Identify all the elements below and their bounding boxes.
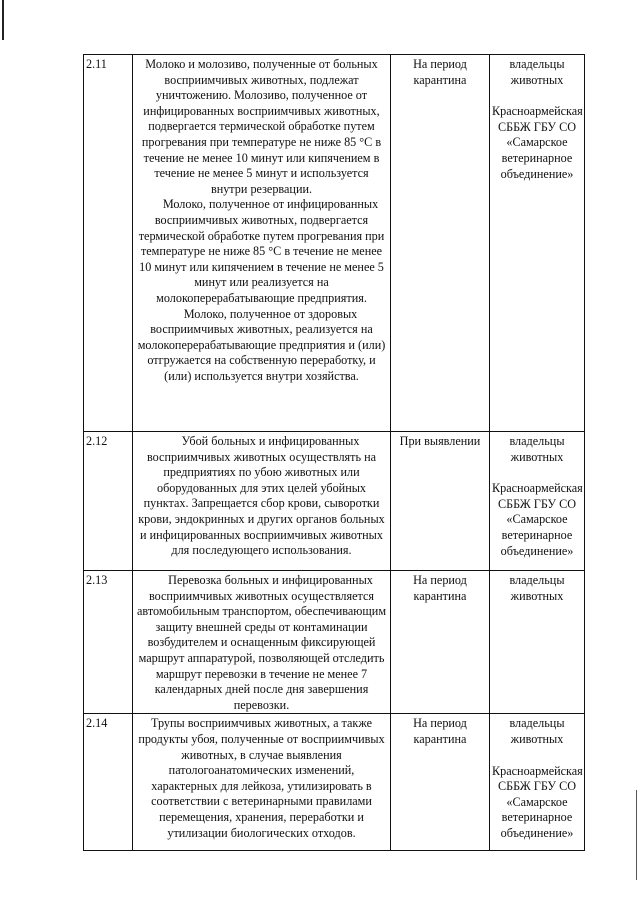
row-number: 2.12 <box>84 432 133 571</box>
responsible-owners: владельцы животных <box>509 434 565 464</box>
measure-cell <box>133 571 391 714</box>
period-cell: На период карантина <box>391 55 490 432</box>
responsible-owners: владельцы животных <box>509 57 565 87</box>
measure-paragraph: Молоко, полученное от здоровых восприимчивых животных, реализуется на молокоперерабатывающие предприятия и (или) отгружается на собственную переработку, и (или) используется внутри хозяйства. <box>137 306 386 383</box>
responsible-cell <box>490 55 585 432</box>
period-cell: На период карантина <box>391 571 490 714</box>
responsible-org: Красноармейская СББЖ ГБУ СО «Самарское ветеринарное объединение» <box>492 104 583 181</box>
measure-cell <box>133 55 391 432</box>
period-cell: При выявлении <box>391 432 490 571</box>
measure-cell <box>133 714 391 851</box>
measure-paragraph: Трупы восприимчивых животных, а также продукты убоя, полученные от восприимчивых животных, в случае выявления патологоанатомических изменений, характерных для лейкоза, утилизировать в соответствии с ветеринарными правилами перемещения, хранения, переработки и утилизации биологических отходов. <box>138 716 385 840</box>
responsible-owners: владельцы животных <box>509 573 565 603</box>
measure-paragraph: Молоко, полученное от инфицированных восприимчивых животных, подвергается термической обработке путем прогревания при температуре не ниже 85 °С в течение не менее 10 минут или кипячением в течение не менее 5 минут или реализуется на молокоперерабатывающие предприятия. <box>138 197 385 305</box>
responsible-org: Красноармейская СББЖ ГБУ СО «Самарское ветеринарное объединение» <box>492 763 583 840</box>
measure-cell <box>133 432 391 571</box>
responsible-cell <box>490 714 585 851</box>
row-number: 2.13 <box>84 571 133 714</box>
responsible-cell <box>490 432 585 571</box>
measure-paragraph: Молоко и молозиво, полученные от больных восприимчивых животных, подлежат уничтожению. Молозиво, полученное от инфицированных восприимчивых животных, подвергается термической обработке путем прогревания при температуре не ниже 85 °С в течение не менее 10 минут или кипячением в течение не менее 5 минут и используется внутри резервации. <box>141 57 382 196</box>
responsible-cell <box>490 571 585 714</box>
row-number: 2.11 <box>84 55 133 432</box>
table-row <box>84 432 585 571</box>
period-cell: На период карантина <box>391 714 490 851</box>
table-row <box>84 714 585 851</box>
responsible-org: Красноармейская СББЖ ГБУ СО «Самарское ветеринарное объединение» <box>492 481 583 558</box>
table-row <box>84 55 585 432</box>
margin-mark <box>2 0 4 40</box>
margin-mark <box>636 790 637 880</box>
measures-table <box>83 54 585 851</box>
responsible-owners: владельцы животных <box>509 716 565 746</box>
row-number: 2.14 <box>84 714 133 851</box>
measure-paragraph: Перевозка больных и инфицированных восприимчивых животных осуществляется автомобильным транспортом, обеспечивающим защиту внешней среды от контаминации возбудителем и оснащенным фиксирующей маршрут аппаратурой, позволяющей отследить маршрут перевозки в течение не менее 7 календарных дней после дня завершения перевозки. <box>136 573 387 712</box>
table-row <box>84 571 585 714</box>
measure-paragraph: Убой больных и инфицированных восприимчивых животных осуществлять на предприятиях по убою животных или оборудованных для этих целей убойных пунктах. Запрещается сбор крови, сыворотки крови, эндокринных и других органов больных и инфицированных восприимчивых животных для последующего использования. <box>138 434 385 558</box>
